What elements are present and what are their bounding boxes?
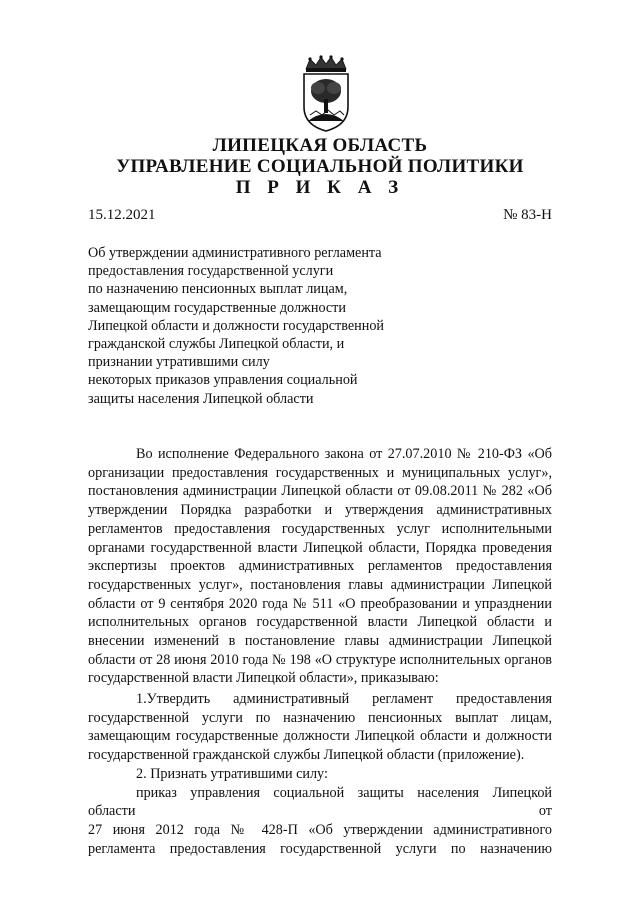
subject-line: предоставления государственной услуги xyxy=(88,263,334,280)
preamble-line: исполнительных органов государственной власти Липецкой области и xyxy=(88,614,552,631)
preamble-line: утверждении Порядка разработки и утверждения административных xyxy=(88,502,552,519)
document-subject xyxy=(88,244,448,408)
preamble-line: Во исполнение Федерального закона от 27.07.2010 № 210-ФЗ «Об xyxy=(136,446,552,462)
subject-line: защиты населения Липецкой области xyxy=(88,390,314,407)
item-2-sub-line: приказ управления социальной защиты населения Липецкой области от xyxy=(88,784,552,820)
item-1-line: государственной гражданской службы Липецкой области (приложение). xyxy=(88,747,525,764)
preamble-line: постановления администрации Липецкой области от 09.08.2011 № 282 «Об xyxy=(88,483,552,500)
item-1-paragraph xyxy=(88,690,552,765)
item-2-sub-line: регламента предоставления государственной услуги по назначению xyxy=(88,840,552,857)
region-title: ЛИПЕЦКАЯ ОБЛАСТЬ xyxy=(212,135,428,156)
preamble-line: внесении изменений в постановление главы администрации Липецкой xyxy=(88,633,552,650)
subject-line: Об утверждении административного регламента xyxy=(88,245,382,261)
preamble-line: государственных услуг», постановления главы администрации Липецкой xyxy=(88,576,552,593)
preamble-line: области от 9 сентября 2020 года № 511 «О преобразовании и упразднении xyxy=(88,595,552,612)
item-1-line: государственной услуги по назначению пенсионных выплат лицам, xyxy=(88,709,552,726)
item-1-line: замещающим государственные должности Липецкой области и должности xyxy=(88,728,552,745)
item-1-line: 1.Утвердить административный регламент предоставления xyxy=(136,691,552,707)
preamble-line: организации предоставления государственных и муниципальных услуг», xyxy=(88,464,552,481)
item-2-sub-line: 27 июня 2012 года № 428-П «Об утверждении административного xyxy=(88,822,552,839)
document-type: П Р И К А З xyxy=(235,177,405,198)
coat-of-arms-icon xyxy=(296,55,356,133)
preamble-line: государственной власти Липецкой области», приказываю: xyxy=(88,670,439,687)
preamble-line: экспертизы проектов административных регламентов предоставления xyxy=(88,558,552,575)
preamble-paragraph xyxy=(88,445,552,688)
subject-line: некоторых приказов управления социальной xyxy=(88,372,358,389)
preamble-line: органами государственной власти Липецкой области, Порядка проведения xyxy=(88,539,552,556)
preamble-line: регламентов предоставления государственных услуг исполнительными xyxy=(88,520,552,537)
item-2-heading: 2. Признать утратившими силу: xyxy=(136,766,328,782)
subject-line: по назначению пенсионных выплат лицам, xyxy=(88,281,348,298)
item-2-paragraph xyxy=(88,765,552,859)
document-number: № 83-Н xyxy=(503,207,552,223)
subject-line: признании утратившими силу xyxy=(88,354,270,371)
preamble-line: области от 28 июня 2010 года № 198 «О структуре исполнительных органов xyxy=(88,651,552,668)
department-title: УПРАВЛЕНИЕ СОЦИАЛЬНОЙ ПОЛИТИКИ xyxy=(116,156,524,177)
subject-line: Липецкой области и должности государственной xyxy=(88,317,385,334)
subject-line: гражданской службы Липецкой области, и xyxy=(88,336,345,353)
subject-line: замещающим государственные должности xyxy=(88,299,346,316)
document-date: 15.12.2021 xyxy=(88,207,156,223)
